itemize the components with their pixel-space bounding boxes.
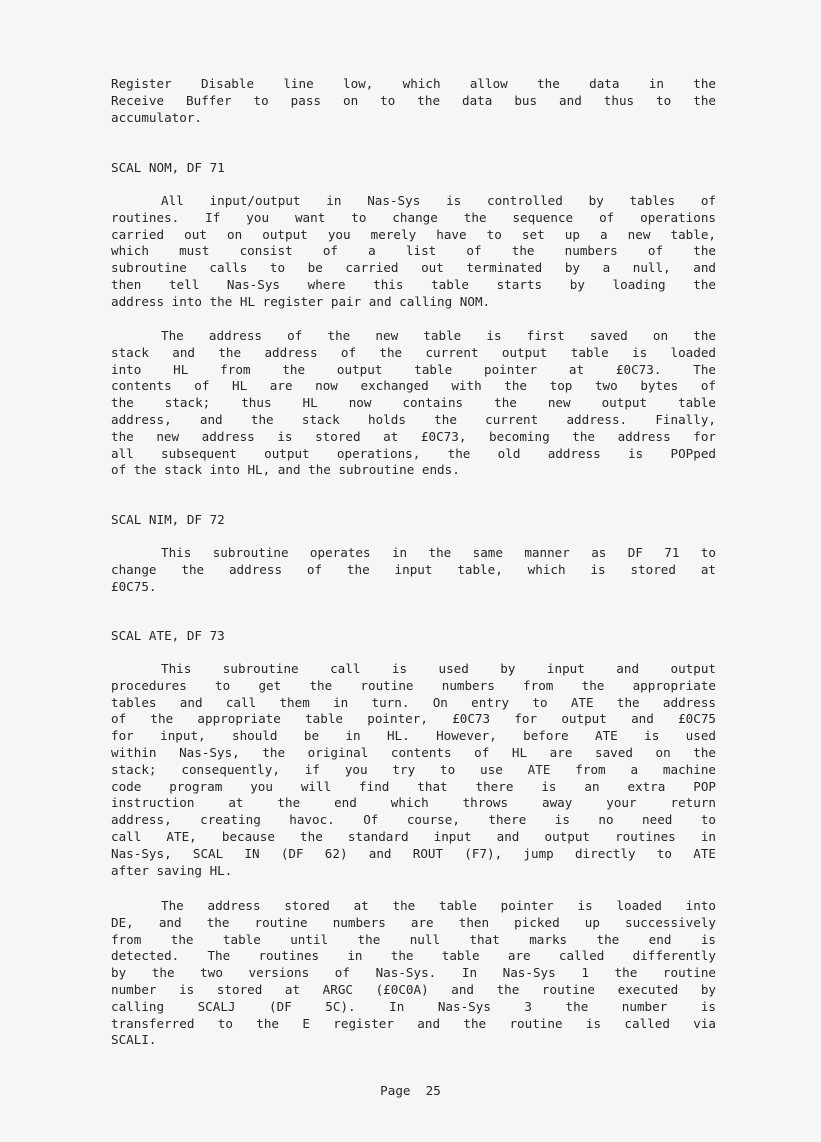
page-number: Page 25	[380, 1083, 441, 1098]
text-line: of the appropriate table pointer, £0C73 for output and £0C75	[111, 711, 716, 727]
text-line: SCAL ATE, DF 73	[111, 628, 225, 643]
text-line: stack; consequently, if you try to use ATE from a machine	[111, 761, 716, 777]
paragraph	[111, 193, 716, 311]
paragraph	[111, 545, 716, 595]
text-line: transferred to the E register and the routine is called via	[111, 1015, 716, 1031]
text-line: subroutine calls to be carried out terminated by a null, and	[111, 260, 716, 276]
section-heading	[111, 512, 716, 529]
text-line: Receive Buffer to pass on to the data bus and thus to the	[111, 92, 716, 108]
text-line: £0C75.	[111, 578, 157, 594]
text-line: accumulator.	[111, 109, 202, 125]
text-line: which must consist of a list of the numbers of the	[111, 243, 716, 259]
section-heading	[111, 628, 716, 645]
text-line: This subroutine call is used by input and output	[161, 661, 716, 676]
text-line: for input, should be in HL. However, before ATE is used	[111, 728, 716, 744]
text-line: calling SCALJ (DF 5C). In Nas-Sys 3 the number is	[111, 998, 716, 1014]
text-line: number is stored at ARGC (£0C0A) and the routine executed by	[111, 981, 716, 997]
text-line: SCALI.	[111, 1032, 157, 1048]
text-line: address into the HL register pair and calling NOM.	[111, 293, 491, 309]
text-line: address, creating havoc. Of course, there is no need to	[111, 812, 716, 828]
text-line: SCAL NIM, DF 72	[111, 512, 225, 527]
text-line: call ATE, because the standard input and output routines in	[111, 828, 716, 844]
text-line: the stack; thus HL now contains the new output table	[111, 395, 716, 411]
text-line: then tell Nas-Sys where this table starts by loading the	[111, 276, 716, 292]
text-line: change the address of the input table, which is stored at	[111, 561, 716, 577]
text-line: from the table until the null that marks the end is	[111, 931, 716, 947]
text-line: routines. If you want to change the sequence of operations	[111, 209, 716, 225]
text-line: tables and call them in turn. On entry to ATE the address	[111, 694, 716, 710]
paragraph	[111, 661, 716, 879]
text-line: address, and the stack holds the current address. Finally,	[111, 411, 716, 427]
text-line: Register Disable line low, which allow the data in the	[111, 76, 716, 91]
text-line: DE, and the routine numbers are then picked up successively	[111, 914, 716, 930]
text-line: detected. The routines in the table are called differently	[111, 948, 716, 964]
paragraph	[111, 898, 716, 1049]
text-line: SCAL NOM, DF 71	[111, 160, 225, 175]
text-line: Nas-Sys, SCAL IN (DF 62) and ROUT (F7), jump directly to ATE	[111, 845, 716, 861]
text-line: of the stack into HL, and the subroutine ends.	[111, 462, 460, 478]
text-line: carried out on output you merely have to set up a new table,	[111, 226, 716, 242]
text-line: stack and the address of the current output table is loaded	[111, 344, 716, 360]
text-line: the new address is stored at £0C73, becoming the address for	[111, 428, 716, 444]
text-line: contents of HL are now exchanged with the top two bytes of	[111, 378, 716, 394]
text-line: The address of the new table is first saved on the	[161, 328, 716, 343]
text-line: within Nas-Sys, the original contents of HL are saved on the	[111, 744, 716, 760]
text-line: The address stored at the table pointer is loaded into	[161, 898, 716, 913]
text-line: by the two versions of Nas-Sys. In Nas-Sys 1 the routine	[111, 965, 716, 981]
paragraph	[111, 328, 716, 479]
text-line: after saving HL.	[111, 862, 233, 878]
text-line: This subroutine operates in the same manner as DF 71 to	[161, 545, 716, 560]
section-heading	[111, 160, 716, 177]
text-line: code program you will find that there is an extra POP	[111, 778, 716, 794]
text-line: into HL from the output table pointer at £0C73. The	[111, 361, 716, 377]
text-line: all subsequent output operations, the old address is POPped	[111, 445, 716, 461]
paragraph	[111, 76, 716, 126]
text-line: instruction at the end which throws away your return	[111, 795, 716, 811]
text-line: procedures to get the routine numbers from the appropriate	[111, 677, 716, 693]
text-line: All input/output in Nas-Sys is controlled by tables of	[161, 193, 716, 208]
